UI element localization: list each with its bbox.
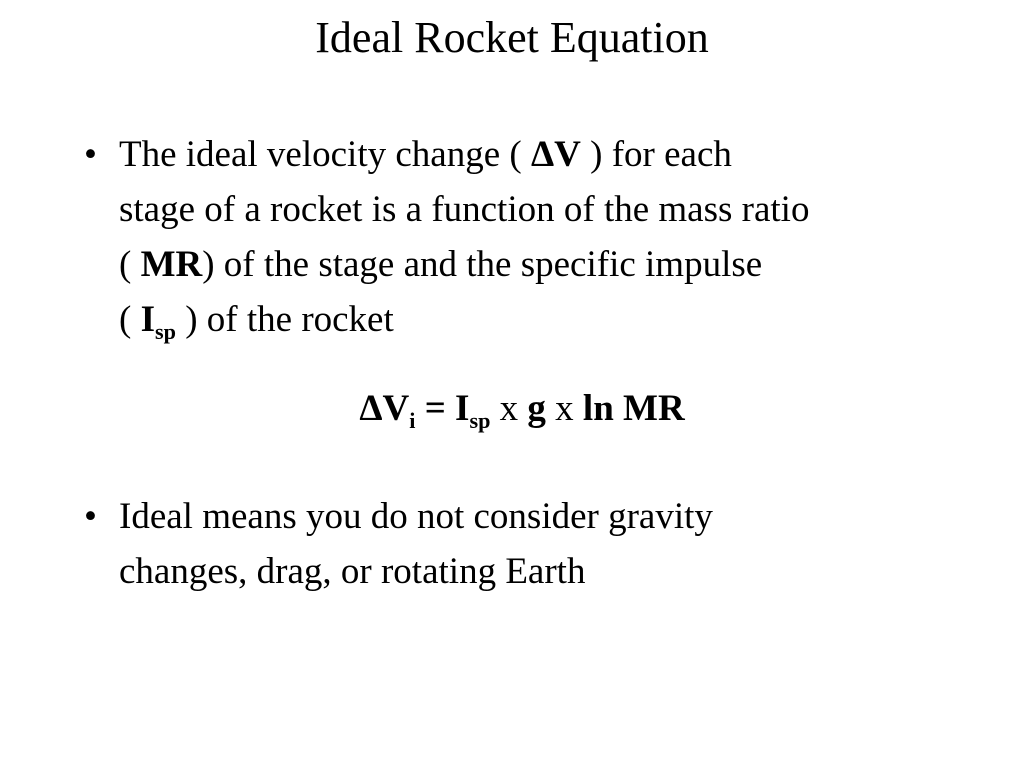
equation-i-subscript: sp <box>469 407 491 433</box>
bullet-line: changes, drag, or rotating Earth <box>119 551 586 592</box>
bullet-line <box>119 292 984 347</box>
impulse-letter: I <box>140 299 155 340</box>
equation-i: I <box>455 388 470 429</box>
bullet-line <box>119 237 984 292</box>
bullet-line: Ideal means you do not consider gravity <box>119 496 713 537</box>
text-fragment: The ideal velocity change ( <box>119 134 531 175</box>
velocity-symbol: V <box>554 134 581 175</box>
bullet-line: stage of a rocket is a function of the mass ratio <box>119 189 810 230</box>
text-fragment: ) of the rocket <box>175 299 394 340</box>
equation-times: x <box>490 388 528 429</box>
equation-times: x <box>545 388 583 429</box>
text-fragment: ) for each <box>580 134 732 175</box>
text-fragment: ( <box>119 299 141 340</box>
text-fragment: ) of the stage and the specific impulse <box>202 244 763 285</box>
rocket-equation <box>0 383 1024 435</box>
equation-v: V <box>382 388 410 429</box>
delta-symbol: Δ <box>530 134 555 175</box>
mass-ratio-symbol: MR <box>140 244 203 285</box>
bullet-line <box>119 127 984 182</box>
equation-g: g <box>527 388 546 429</box>
slide-title: Ideal Rocket Equation <box>315 13 709 62</box>
text-fragment: ( <box>119 244 141 285</box>
specific-impulse-symbol <box>140 299 176 344</box>
impulse-subscript: sp <box>154 318 176 344</box>
equation-delta: Δ <box>359 388 383 429</box>
bullet-text <box>119 489 984 599</box>
equation-equals: = <box>415 388 456 429</box>
bullet-icon: • <box>84 134 97 175</box>
equation-ln-mr: ln MR <box>582 388 685 429</box>
bullet-text <box>119 127 984 347</box>
bullet-icon: • <box>84 496 97 537</box>
equation-v-subscript: i <box>409 407 416 433</box>
